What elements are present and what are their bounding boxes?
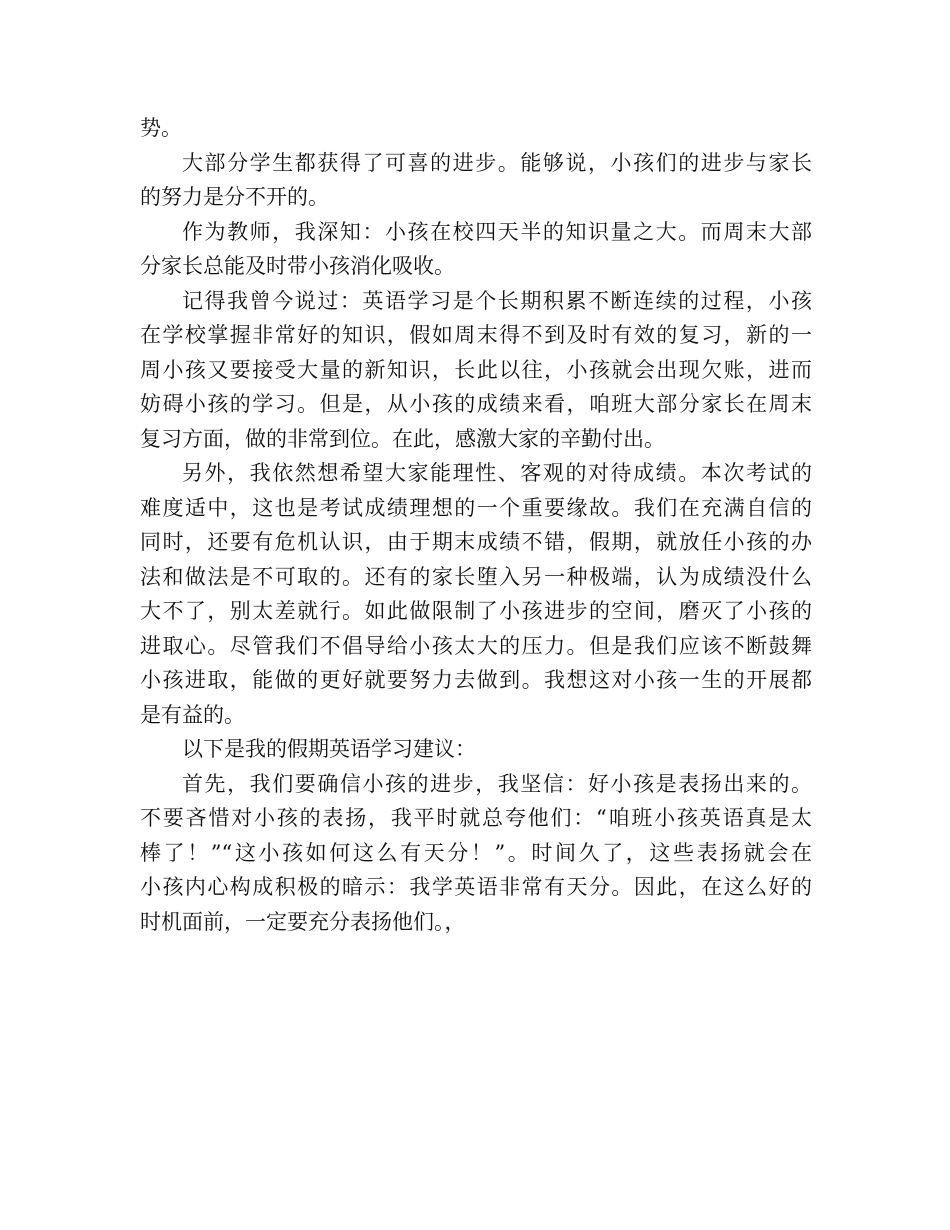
text-line: 同时，还要有危机认识，由于期末成绩不错，假期，就放任小孩的办 [140,530,812,554]
text-line: 难度适中，这也是考试成绩理想的一个重要缘故。我们在充满自信的 [140,495,812,520]
text-line: 不要吝惜对小孩的表扬，我平时就总夸他们：“咱班小孩英语真是太 [140,806,812,830]
text-line: 小孩内心构成积极的暗示：我学英语非常有天分。因此，在这么好的 [140,875,812,899]
text-line: 周小孩又要接受大量的新知识，长此以往，小孩就会出现欠账，进而 [140,357,812,382]
text-line: 的努力是分不开的。 [140,185,329,209]
text-line: 复习方面，做的非常到位。在此，感激大家的辛勤付出。 [140,426,665,451]
text-line: 棒了！”“这小孩如何这么有天分！”。时间久了，这些表扬就会在 [140,840,812,865]
text-line: 时机面前，一定要充分表扬他们。， [140,909,466,934]
text-line: 小孩进取，能做的更好就要努力去做到。我想这对小孩一生的开展都 [140,668,812,692]
text-line: 妨碍小孩的学习。但是，从小孩的成绩来看，咱班大部分家长在周末 [140,392,812,416]
text-line: 另外，我依然想希望大家能理性、客观的对待成绩。本次考试的 [182,461,812,485]
text-line: 大部分学生都获得了可喜的进步。能够说，小孩们的进步与家长 [182,150,812,175]
text-line: 是有益的。 [140,702,245,727]
text-line: 作为教师，我深知：小孩在校四天半的知识量之大。而周末大部 [182,219,812,244]
body-text [140,111,812,939]
text-line: 以下是我的假期英语学习建议： [182,737,476,761]
text-line: 法和做法是不可取的。还有的家长堕入另一种极端，认为成绩没什么 [140,564,812,589]
text-line: 记得我曾今说过：英语学习是个长期积累不断连续的过程，小孩 [182,288,812,313]
text-line: 大不了，别太差就行。如此做限制了小孩进步的空间，磨灭了小孩的 [140,599,812,623]
text-line: 分家长总能及时带小孩消化吸收。 [140,254,455,278]
text-line: 势。 [140,116,182,140]
text-line: 进取心。尽管我们不倡导给小孩太大的压力。但是我们应该不断鼓舞 [140,633,812,658]
text-line: 首先，我们要确信小孩的进步，我坚信：好小孩是表扬出来的。 [182,771,812,796]
text-line: 在学校掌握非常好的知识，假如周末得不到及时有效的复习，新的一 [140,323,812,347]
